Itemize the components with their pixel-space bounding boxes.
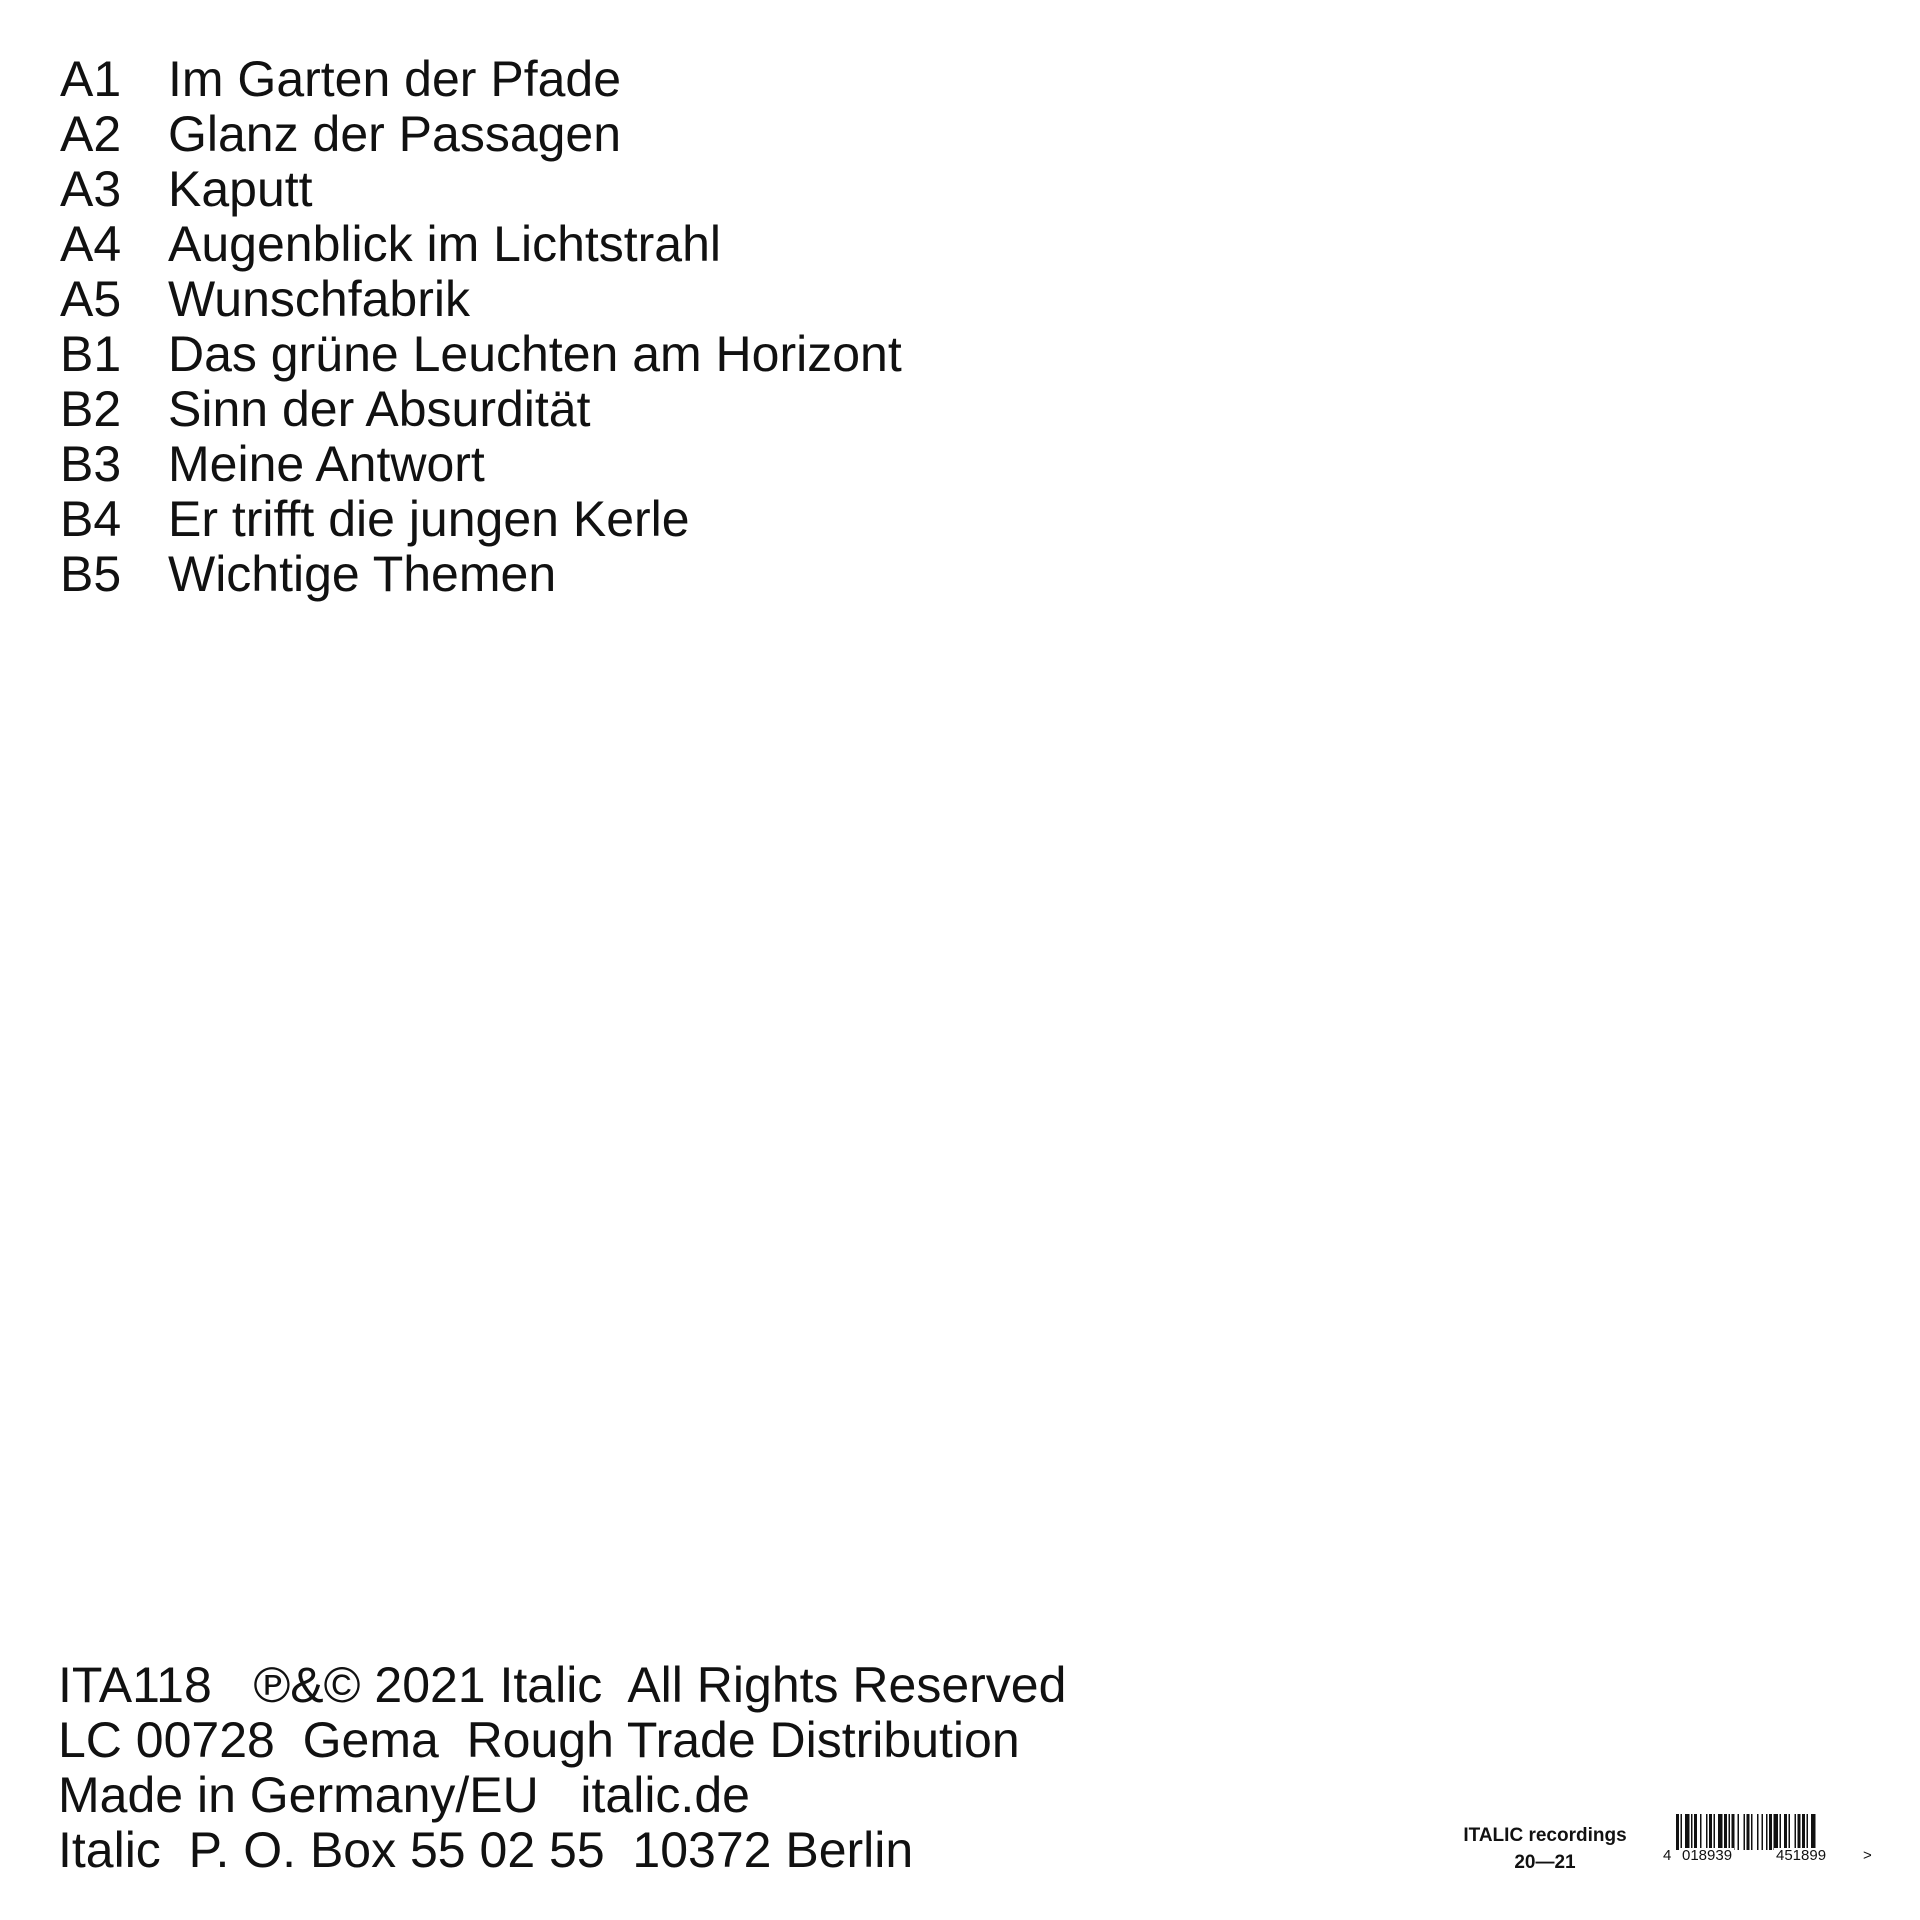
track-position: B2 (60, 381, 122, 437)
track-position: A1 (60, 51, 122, 107)
catalog-copyright-line: ITA118 ℗&© 2021 Italic All Rights Reserved (58, 1657, 1067, 1713)
track-item (60, 272, 902, 327)
address-line: Italic P. O. Box 55 02 55 10372 Berlin (58, 1822, 914, 1878)
track-title: Augenblick im Lichtstrahl (168, 216, 722, 272)
track-item (60, 547, 902, 602)
track-item (60, 162, 902, 217)
label-years: 20—21 (1514, 1852, 1576, 1873)
credits-block (58, 1658, 1066, 1878)
track-item (60, 217, 902, 272)
track-position: B3 (60, 436, 122, 492)
origin-website-line: Made in Germany/EU italic.de (58, 1767, 750, 1823)
barcode-first-digit: 4 (1663, 1847, 1672, 1864)
track-item (60, 327, 902, 382)
track-title: Wunschfabrik (168, 271, 470, 327)
track-item (60, 382, 902, 437)
track-position: A4 (60, 216, 122, 272)
barcode-right-group: 451899 (1776, 1847, 1827, 1864)
barcode-left-group: 018939 (1682, 1847, 1733, 1864)
distribution-line: LC 00728 Gema Rough Trade Distribution (58, 1712, 1020, 1768)
label-name: ITALIC recordings (1463, 1825, 1627, 1846)
track-position: B5 (60, 546, 122, 602)
track-title: Kaputt (168, 161, 313, 217)
label-logo (1440, 1822, 1650, 1876)
track-item (60, 492, 902, 547)
track-item (60, 107, 902, 162)
track-position: B1 (60, 326, 122, 382)
track-position: A2 (60, 106, 122, 162)
track-item (60, 437, 902, 492)
track-position: A3 (60, 161, 122, 217)
track-title: Meine Antwort (168, 436, 485, 492)
track-item (60, 52, 902, 107)
track-title: Glanz der Passagen (168, 106, 622, 162)
barcode (1662, 1814, 1874, 1864)
track-position: A5 (60, 271, 122, 327)
track-position: B4 (60, 491, 122, 547)
track-title: Wichtige Themen (168, 546, 557, 602)
barcode-digits (1662, 1848, 1874, 1864)
barcode-end-mark: > (1863, 1847, 1872, 1864)
track-title: Im Garten der Pfade (168, 51, 622, 107)
track-title: Sinn der Absurdität (168, 381, 591, 437)
tracklist (60, 52, 902, 602)
track-title: Das grüne Leuchten am Horizont (168, 326, 902, 382)
track-title: Er trifft die jungen Kerle (168, 491, 690, 547)
